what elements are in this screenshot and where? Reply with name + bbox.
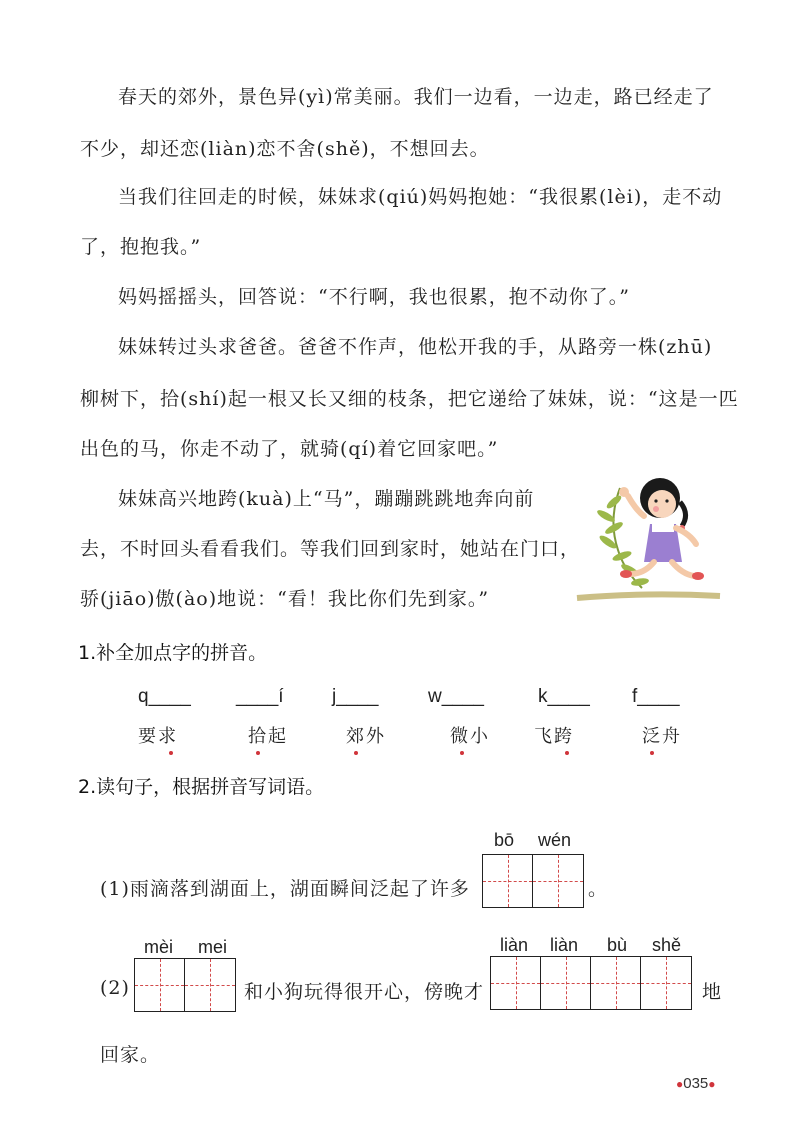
emphasis-dot	[565, 751, 569, 755]
pinyin-label: bō	[494, 830, 515, 850]
pinyin-label: bù	[607, 935, 628, 955]
pinyin-blank[interactable]: ____í	[236, 686, 284, 707]
story-line: 骄(jiāo)傲(ào)地说：“看！我比你们先到家。”	[80, 588, 490, 610]
story-line: 出色的马，你走不动了，就骑(qí)着它回家吧。”	[80, 438, 499, 460]
pinyin-blank[interactable]: k____	[538, 686, 590, 707]
dot-decoration: ●	[708, 1077, 716, 1091]
sentence-1: (1)雨滴落到湖面上，湖面瞬间泛起了许多	[100, 878, 470, 900]
writing-cell[interactable]	[135, 959, 185, 1011]
emphasis-dot	[354, 751, 358, 755]
pinyin-label: liàn	[550, 935, 579, 955]
writing-cell[interactable]	[641, 957, 691, 1009]
emphasis-dot	[650, 751, 654, 755]
writing-grid-3[interactable]	[490, 956, 692, 1010]
story-line: 柳树下，拾(shí)起一根又长又细的枝条，把它递给了妹妹，说：“这是一匹	[80, 388, 739, 410]
pinyin-blank[interactable]: w____	[428, 686, 484, 707]
emphasis-dot	[460, 751, 464, 755]
writing-cell[interactable]	[491, 957, 541, 1009]
sentence-2-number: (2)	[100, 977, 130, 999]
pinyin-blank[interactable]: j____	[332, 686, 379, 707]
girl-illustration	[572, 470, 722, 602]
pinyin-label: shě	[652, 935, 682, 955]
writing-grid-2[interactable]	[134, 958, 236, 1012]
pinyin-label: liàn	[500, 935, 529, 955]
emphasis-dot	[169, 751, 173, 755]
sentence-1-end: 。	[588, 878, 609, 900]
page-number	[676, 1075, 716, 1092]
emphasis-dot	[256, 751, 260, 755]
pinyin-label: mèi	[144, 937, 174, 957]
vocab-word: 泛舟	[642, 726, 682, 747]
sentence-2-middle: 和小狗玩得很开心，傍晚才	[244, 981, 485, 1003]
writing-cell[interactable]	[185, 959, 235, 1011]
writing-cell[interactable]	[483, 855, 533, 907]
story-line: 不少，却还恋(liàn)恋不舍(shě)，不想回去。	[80, 138, 490, 160]
dot-decoration: ●	[676, 1077, 684, 1091]
story-line: 妹妹高兴地跨(kuà)上“马”，蹦蹦跳跳地奔向前	[118, 488, 535, 510]
writing-cell[interactable]	[541, 957, 591, 1009]
writing-grid-1[interactable]	[482, 854, 584, 908]
question-1-title: 1.补全加点字的拼音。	[78, 642, 268, 664]
pinyin-blank[interactable]: q____	[138, 686, 191, 707]
vocab-word: 要求	[138, 726, 178, 747]
story-line: 当我们往回走的时候，妹妹求(qiú)妈妈抱她：“我很累(lèi)，走不动	[118, 186, 723, 208]
pinyin-label: mei	[198, 937, 228, 957]
story-line: 了，抱抱我。”	[80, 236, 202, 258]
question-2-title: 2.读句子，根据拼音写词语。	[78, 776, 325, 798]
story-line: 妈妈摇摇头，回答说：“不行啊，我也很累，抱不动你了。”	[118, 286, 630, 308]
vocab-word: 飞跨	[534, 726, 574, 747]
story-line: 去，不时回头看看我们。等我们回到家时，她站在门口，	[80, 538, 581, 560]
vocab-word: 拾起	[248, 726, 288, 747]
page-number-value: 035	[683, 1075, 709, 1092]
writing-cell[interactable]	[533, 855, 583, 907]
pinyin-label: wén	[538, 830, 572, 850]
pinyin-blank[interactable]: f____	[632, 686, 680, 707]
story-line: 春天的郊外，景色异(yì)常美丽。我们一边看，一边走，路已经走了	[118, 86, 714, 108]
sentence-2-end: 地	[702, 981, 723, 1003]
sentence-2-continuation: 回家。	[100, 1044, 161, 1066]
story-line: 妹妹转过头求爸爸。爸爸不作声，他松开我的手，从路旁一株(zhū)	[118, 336, 713, 358]
vocab-word: 微小	[450, 726, 490, 747]
vocab-word: 郊外	[346, 726, 386, 747]
writing-cell[interactable]	[591, 957, 641, 1009]
